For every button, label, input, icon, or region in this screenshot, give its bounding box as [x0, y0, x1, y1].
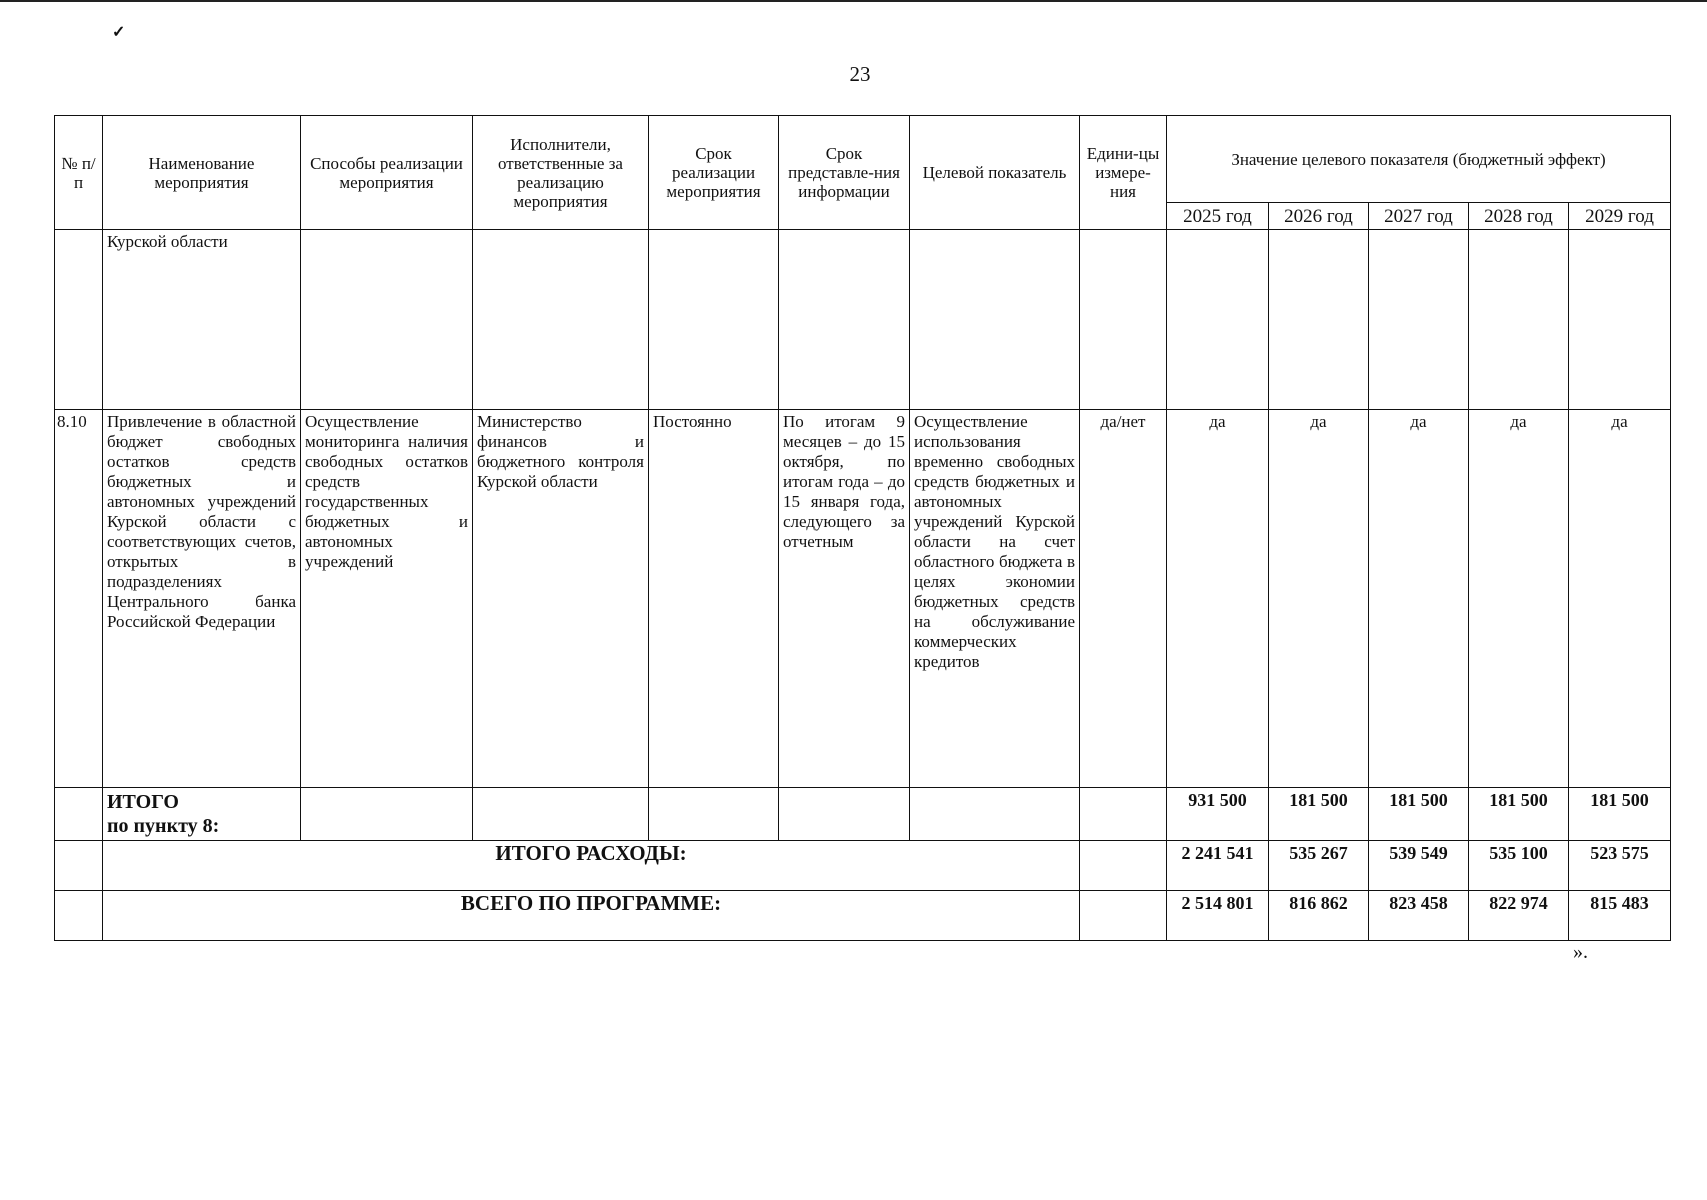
cell-empty — [779, 230, 910, 410]
closing-quote-mark: ». — [1573, 941, 1588, 963]
cell-term: Постоянно — [649, 410, 779, 788]
cell-total-value: 181 500 — [1569, 788, 1671, 841]
total-label-line1: ИТОГО — [107, 791, 179, 813]
header-name: Наименование мероприятия — [103, 116, 301, 230]
cell-empty — [649, 788, 779, 841]
header-year: 2025 год — [1167, 203, 1269, 230]
cell-empty — [55, 788, 103, 841]
cell-empty — [649, 230, 779, 410]
cell-empty — [301, 230, 473, 410]
cell-total-value: 823 458 — [1369, 891, 1469, 941]
cell-empty — [1080, 788, 1167, 841]
cell-name: Привлечение в областной бюджет свободных остатков средств бюджетных и автономных учреждений Курской области с соответствующих счетов, открытых в подразделениях Центрального банка Российской Федерации — [103, 410, 301, 788]
cell-value: да — [1569, 410, 1671, 788]
table-row-total-expenses — [55, 841, 1671, 891]
header-term: Срок реализации мероприятия — [649, 116, 779, 230]
cell-empty — [779, 788, 910, 841]
header-num: № п/п — [55, 116, 103, 230]
cell-empty — [473, 230, 649, 410]
header-year: 2028 год — [1469, 203, 1569, 230]
header-year: 2029 год — [1569, 203, 1671, 230]
cell-report: По итогам 9 месяцев – до 15 октября, по итогам года – до 15 января года, следующего за отчетным — [779, 410, 910, 788]
cell-value: да — [1369, 410, 1469, 788]
cell-name-continued: Курской области — [103, 230, 301, 410]
header-value-group: Значение целевого показателя (бюджетный эффект) — [1167, 116, 1671, 203]
cell-total-value: 816 862 — [1269, 891, 1369, 941]
cell-total-expenses-label: ИТОГО РАСХОДЫ: — [103, 841, 1080, 891]
page-number: 23 — [849, 62, 871, 86]
cell-value: да — [1167, 410, 1269, 788]
tick-mark: ✓ — [112, 24, 126, 41]
cell-methods: Осуществление мониторинга наличия свободных остатков средств государственных бюджетных и автономных учреждений — [301, 410, 473, 788]
cell-total-program-label: ВСЕГО ПО ПРОГРАММЕ: — [103, 891, 1080, 941]
total-label-line2: по пункту 8: — [107, 815, 220, 837]
cell-empty — [1080, 230, 1167, 410]
cell-target: Осуществление использования временно свободных средств бюджетных и автономных учреждений Курской области на счет областного бюджета в целях экономии бюджетных средств на обслуживание коммерческих кредитов — [910, 410, 1080, 788]
cell-empty — [1469, 230, 1569, 410]
header-executors: Исполнители, ответственные за реализацию мероприятия — [473, 116, 649, 230]
cell-empty — [1269, 230, 1369, 410]
table-row-continued — [55, 230, 1671, 410]
header-methods: Способы реализации мероприятия — [301, 116, 473, 230]
cell-empty — [1569, 230, 1671, 410]
table-row-8-10 — [55, 410, 1671, 788]
header-year: 2027 год — [1369, 203, 1469, 230]
cell-empty — [910, 788, 1080, 841]
cell-empty — [55, 891, 103, 941]
cell-units: да/нет — [1080, 410, 1167, 788]
header-target: Целевой показатель — [910, 116, 1080, 230]
cell-empty — [1080, 841, 1167, 891]
cell-value: да — [1269, 410, 1369, 788]
cell-total-value: 539 549 — [1369, 841, 1469, 891]
cell-total-value: 931 500 — [1167, 788, 1269, 841]
header-row — [55, 116, 1671, 203]
cell-total-value: 535 100 — [1469, 841, 1569, 891]
cell-empty — [55, 841, 103, 891]
cell-empty — [473, 788, 649, 841]
header-year: 2026 год — [1269, 203, 1369, 230]
program-measures-table — [54, 115, 1671, 941]
table-row-total-point-8 — [55, 788, 1671, 841]
cell-empty — [1369, 230, 1469, 410]
cell-empty — [1080, 891, 1167, 941]
header-units: Едини-цы измере-ния — [1080, 116, 1167, 230]
cell-total-value: 822 974 — [1469, 891, 1569, 941]
cell-total-value: 181 500 — [1469, 788, 1569, 841]
header-report: Срок представле-ния информации — [779, 116, 910, 230]
cell-empty — [55, 230, 103, 410]
cell-total-value: 2 514 801 — [1167, 891, 1269, 941]
cell-empty — [301, 788, 473, 841]
cell-total-value: 815 483 — [1569, 891, 1671, 941]
cell-total-value: 181 500 — [1269, 788, 1369, 841]
cell-total-value: 181 500 — [1369, 788, 1469, 841]
cell-total-value: 535 267 — [1269, 841, 1369, 891]
cell-num: 8.10 — [55, 410, 103, 788]
cell-executors: Министерство финансов и бюджетного контроля Курской области — [473, 410, 649, 788]
cell-total-value: 523 575 — [1569, 841, 1671, 891]
scan-edge-line — [0, 0, 1707, 2]
cell-empty — [910, 230, 1080, 410]
table-row-total-program — [55, 891, 1671, 941]
cell-total-label — [103, 788, 301, 841]
cell-empty — [1167, 230, 1269, 410]
cell-value: да — [1469, 410, 1569, 788]
cell-total-value: 2 241 541 — [1167, 841, 1269, 891]
